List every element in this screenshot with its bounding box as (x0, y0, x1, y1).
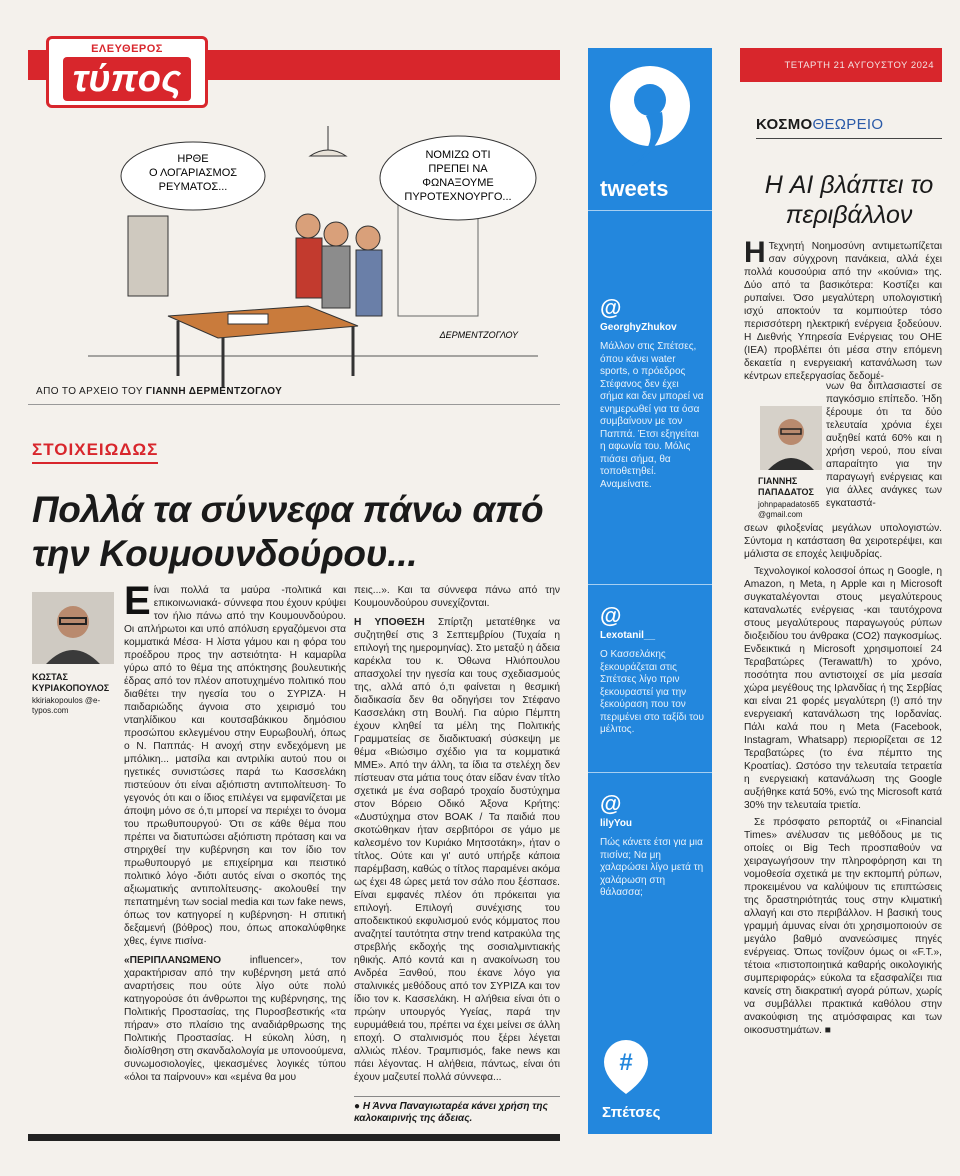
masthead-big: τύπος (63, 57, 192, 101)
columnist-name: ΓΙΑΝΝΗΣ ΠΑΠΑΔΑΤΟΣ (758, 476, 814, 497)
tweets-rule-2 (588, 584, 712, 585)
bubble-right-line1: ΝΟΜΙΖΩ ΟΤΙ (425, 149, 491, 161)
right-headline: Η AI βλάπτει το περιβάλλον (764, 171, 934, 229)
columnist-photo (760, 406, 822, 470)
section-label (756, 116, 883, 133)
right-dropcap: Η (744, 236, 766, 269)
masthead-small: ΕΛΕΥΘΕΡΟΣ (91, 43, 163, 55)
cartoon-bill (228, 314, 268, 324)
bubble-right-line3: ΦΩΝΑΞΟΥΜΕ (422, 177, 494, 189)
tweet-2-at-icon: @ (600, 603, 622, 628)
cartoon-person-3 (356, 226, 380, 250)
bubble-left-line3: ΡΕΥΜΑΤΟΣ... (158, 181, 228, 193)
tweets-rule (588, 210, 712, 211)
right-p4: Σε πρόσφατο ρεπορτάζ οι «Financial Times» ανέλυσαν τις μεθόδους με τις οποίες οι Big Tech προσπαθούν να χειραγωγήσουν την πληροφόρηση και τη νομοθεσία σχετικά με την εκπομπή ρύπων, προκειμένου να καλύψουν τις επιπτώσεις της δραστηριότητάς τους στην κλιματική αλλαγή και στο περιβάλλον. Η βασική τους γραμμή άμυνας είναι ότι χρησιμοποιούν σε μεγάλο βαθμό ανανεώσιμες πηγές ενέργειας. Όπως τονίζουν όμως οι «F.T.», τέτοια «πιστοποιητικά καθαρής οικολογικής συμπεριφοράς» εύκολα τα εξασφαλίζει πια κανείς στη διακρατική αγορά ρύπων, χωρίς να συμβάλλει πρακτικά καθόλου στην ανακούφιση της ατμόσφαιρας και των οικοσυστημάτων. ■ (744, 817, 942, 1036)
bubble-right-line2: ΠΡΕΠΕΙ ΝΑ (428, 163, 488, 175)
article-p1-text: ίναι πολλά τα μαύρα -πολιτικά και επικοινωνιακά- σύννεφα που έχουν κρύψει τον ήλιο πάνω από την Κουμουνδούρου. Οι απλήρωτοι και υπό απόλυση εργαζόμενοι στα κομματικά Μέσα· Η λίστα γάμου και η φόρα του προέδρου προς την αστειότητα· Η καμαρίλα γύρω από το θέμα της απόκτησης βουλευτικής έδρας από τον πλέον αποτυχημένο πολιτικό που διαθέτει την ηγεσία του ο ΣΥΡΙΖΑ· Η παιδαριώδης άγνοια στο χειρισμό του νταηλίδικου και κουτσαβάκικου δημόσιου προσώπου εκλεγμένου στην Ευρωβουλή, όπως ο Ν. Παππάς· Η ανοχή στην ενδεχόμενη με μπόλικη... ματσίλα και αντριλίκι αυτού που οι ηγετικές συνιστώσες παρά τω Κασσελάκη πιστεύουν ότι είναι αξιόπιστη αντιπολίτευση· Το γεγονός ότι και ο ίδιος επιλέγει να εμφανίζεται με άποψη μόνο σε ό,τι μπορεί να περιέχει το όνομα του πρωθυπουργού· Ότι σε κάθε θέμα που πρέπει να διατυπώσει αξιόπιστη πρόταση και να στηριχθεί την κυβέρνηση και τον ίδιο τον πρωθυπουργό με επιχείρημα και πειστικό πολιτικό λόγο -διότι αυτός είναι ο σκοπός της αξιωματικής αντιπολίτευσης- ακολουθεί την πεπατημένη των social media και των fake news, όπως τον κατηγορεί η κυβέρνηση· Η σπιτική δεξαμενή (βόθρος) που, όπως αποκαλύφθηκε χθες, έγινε πισίνα· (124, 585, 346, 947)
article-paragraph-1 (124, 579, 346, 948)
cartoon-lamp (310, 150, 346, 156)
article-p2-text: influencer», τον χαρακτήρισαν από την κυβέρνηση μετά από αναρτήσεις που ούτε λίγο ούτε πολύ κατηγορούσε ότι άνθρωποι της κυβέρνησης, της Πολιτικής Προστασίας, της Πυροσβεστικής «τα πήραν» στο πλαίσιο της αναδιάρθρωσης της Πολιτικής Προστασίας. Η εύκολη λύση, η διολίσθηση στη σκανδαλολογία με υπονοούμενα, συνωμοσιολογίες, ψεκασμένες λογικές τύπου «όλοι τα παίρνουν» και «εμένα θα μου (124, 955, 346, 1083)
cartoon-illustration (78, 126, 548, 416)
tweets-title: tweets (600, 176, 669, 201)
credit-prefix: ΑΠΟ ΤΟ ΑΡΧΕΙΟ ΤΟΥ (36, 386, 143, 397)
author-photo (32, 592, 114, 664)
hashtag-symbol: # (619, 1049, 633, 1076)
main-article-column (28, 36, 560, 1146)
right-column (740, 48, 942, 1134)
section-label-a: ΚΟΣΜΟ (756, 116, 813, 133)
tweet-1 (600, 296, 704, 491)
tweets-rule-3 (588, 772, 712, 773)
cartoon-signature: ΔΕΡΜΕΝΤΖΟΓΛΟΥ (439, 330, 518, 340)
article-paragraph-3: πεις...». Και τα σύννεφα πάνω από την Κουμουνδούρου συνεχίζονται. (354, 585, 560, 609)
bubble-right-line4: ΠΥΡΟΤΕΧΝΟΥΡΓΟ... (404, 191, 512, 203)
tweet-2-handle: Lexotanil__ (600, 630, 656, 641)
right-body-1 (744, 236, 942, 383)
cartoon-credit (36, 386, 282, 397)
date-bar (740, 48, 942, 82)
tweet-2 (600, 604, 704, 737)
article-paragraph-2 (124, 954, 346, 1084)
article-paragraph-4 (354, 616, 560, 1084)
article-body-column-2 (354, 584, 560, 1083)
columnist-email: johnpapadatos65 @gmail.com (758, 500, 820, 519)
tweets-footer: Σπέτσες (602, 1104, 661, 1121)
tweet-3-at-icon: @ (600, 791, 622, 816)
cartoon-divider (28, 404, 560, 405)
tweet-3 (600, 792, 704, 900)
tweet-2-text: Ο Κασσελάκης ξεκουράζεται στις Σπέτσες λίγο πριν ξεκουραστεί για την ξεκούραση που τον περιμένει στο ταξίδι του μέλιτος. (600, 649, 704, 735)
tweet-1-handle: GeorghyZhukov (600, 322, 677, 333)
author-email: kkiriakopoulos @e-typos.com (32, 696, 101, 715)
cartoon-tv (128, 216, 168, 296)
article-p2-lead: «ΠΕΡΙΠΛΑΝΩΜΕΝΟ (124, 955, 222, 966)
bubble-left-line2: Ο ΛΟΓΑΡΙΑΣΜΟΣ (148, 167, 238, 179)
masthead-logo (46, 36, 208, 108)
cartoon-person-2 (324, 222, 348, 246)
article-headline: Πολλά τα σύννεφα πάνω από την Κουμουνδούρου... (32, 489, 544, 574)
tweet-1-at-icon: @ (600, 295, 622, 320)
bubble-left-line1: ΗΡΘΕ (177, 153, 209, 165)
issue-date: ΤΕΤΑΡΤΗ 21 ΑΥΓΟΥΣΤΟΥ 2024 (784, 59, 934, 71)
right-body-2 (744, 522, 942, 1041)
tweet-3-handle: lilyYou (600, 818, 633, 829)
cartoon-person-1 (296, 214, 320, 238)
section-label-b: ΘΕΩΡΕΙΟ (812, 116, 884, 133)
tweet-3-text: Πώς κάνετε έτσι για μια πισίνα; Να μη χαλαρώσει λίγο μετά τη χαλάρωση στη θάλασσα; (600, 837, 704, 898)
article-dropcap: Ε (124, 579, 151, 623)
right-p3: Τεχνολογικοί κολοσσοί όπως η Google, η Amazon, η Meta, η Apple και η Microsoft συγκαταλέγονται στους μεγαλύτερους καταναλωτές ενέργειας -και ταυτόχρονα στους μεγαλύτερους παραγωγούς ρύπων διοξειδίου του άνθρακα (CO2) παγκοσμίως. Ενδεικτικά η Microsoft χρησιμοποιεί 24 Τεραβατώρες (Terawatt/h) το χρόνο, ποσότητα που αντιστοιχεί σε μία μεσαία χώρα μεγέθους της Ιρλανδίας ή της Σερβίας και είναι 21 φορές μεγαλύτερη (!) από την ενεργειακή κατανάλωση της Ιορδανίας. Πάλι καλά που η Meta (Facebook, Instagram, Whatsapp) περιορίζεται σε 12 Τεραβατώρες (το ένα πέμπτο της Κροατίας). Ωστόσο την τελευταία τετραετία η ενεργειακή κατανάλωση της Google αυξήθηκε κατά 50%, ενώ της Microsoft κατά 30% την τελευταία τριετία. (744, 566, 942, 811)
hashtag-pin-icon (602, 1038, 650, 1096)
right-body-1b: νων θα διπλασιαστεί σε παγκόσμιο επίπεδο. Ήδη ξέρουμε ότι τα δύο τελευταία χρόνια έχει αυξηθεί κατά 60% και η χρήση νερού, που είναι απαραίτητο για την παραγωγή ενέργειας και για άλλες ανάγκες των εγκαταστά- (826, 381, 942, 509)
article-p4-text: Σπίρτζη μετατέθηκε να συζητηθεί στις 3 Σεπτεμβρίου (Τυχαία η επιλογή της ημερομηνίας). Στο μεταξύ η άδεια καρέκλα του κ. Όθωνα Ηλιόπουλου απασχολεί την ηγεσία και τους σχεδιασμούς της, αλλά από ό,τι φαίνεται η θεσμική διαδικασία δεν θα οδηγήσει τον Στέφανο Κασσελάκη στη Βουλή. Για αύριο Πέμπτη έχουν κληθεί τα μέλη της Πολιτικής Γραμματείας σε διαδικτυακή σύσκεψη με θέμα «Βιώσιμο σχέδιο για τα κομματικά ΜΜΕ». Από την άλλη, τα ίδια τα στελέχη δεν πίστευαν στα μάτια τους όταν είδαν έναν τίτλο σχετικά με ένα σοβαρό τροχαίο δυστύχημα στον Βόρειο Οδικό Άξονα Κρήτης: «Δυστύχημα στον ΒΟΑΚ / Τα παιδιά που σκοτώθηκαν ήταν σερβιτόροι σε γάμο με καλεσμένο τον Κυριάκο Μητσοτάκη», ήταν ο τίτλος. Ούτε και γι' αυτό υπήρξε κάποια παρέμβαση, καθώς ο τίτλος παραμένει ακόμα ως έχει 48 ώρες μετά τον σάλο που ξέσπασε. Είναι εμφανές πλέον ότι πρόκειται για επιλογή. Επιλογή συνέχισης του αποδεικτικού εκφυλισμού ενός κόμματος που αναζητεί ταυτότητα στην trend κατρακύλα της στρεβλής εκδοχής της σοσιαλμιντιακής ηθικής. Από κοντά και η ανακοίνωση του Ανδρέα Ξανθού, που έκανε λόγο για σταλινικές μεθόδους από τον ΣΥΡΙΖΑ και τον ίδιο τον κ. Κασσελάκη. Η αλήθεια είναι ότι ο πρώην υπουργός Υγείας, παρά την ευρυμάθειά του, πρέπει να έχει μείνει σε άλλη εποχή. Ο σταλινισμός που ξέρει λέγεται αλλιώς πλέον. Τραμπισμός, fake news και πάει λέγοντας. Η αλήθεια, πάντως, είναι ότι έχουν μαζευτεί πολλά σύννεφα... (354, 617, 560, 1083)
tweets-column (588, 48, 712, 1134)
credit-name: ΓΙΑΝΝΗ ΔΕΡΜΕΝΤΖΟΓΛΟΥ (145, 386, 283, 397)
tweet-1-text: Μάλλον στις Σπέτσες, όπου κάνει water sports, ο πρόεδρος Στέφανος δεν έχει σήμα και δεν μπορεί να ενημερωθεί για τα όσα συμβαίνουν με τον Παππά. Έτσι εξηγείται η αφωνία του. Μόλις πιάσει σήμα, θα τοποθετηθεί. Αναμείνατε. (600, 341, 704, 490)
tweets-logo-icon (602, 64, 698, 174)
right-p1: Τεχνητή Νοημοσύνη αντιμετωπίζεται σαν σύγχρονη πανάκεια, αλλά έχει πολλά κουσούρια από την «κούνια» της. Δύο από τα βασικότερα: Κοστίζει και ρυπαίνει. Όσο μεγαλύτερη υπολογιστική ισχύ αποκτούν τα κομπιούτερ τόσο περισσότερη ηλεκτρική ενέργεια ξοδεύουν. Η Διεθνής Υπηρεσία Ενέργειας του ΟΗΕ (IEA) προβλέπει ότι μέσα στην επόμενη δεκαετία η ενεργειακή κατανάλωση των κέντρων επεξεργασίας δεδομέ- (744, 241, 942, 382)
bottom-bar (28, 1134, 560, 1141)
section-rule (756, 138, 942, 139)
article-body-column-1 (124, 579, 346, 1132)
article-kicker: ΣΤΟΙΧΕΙΩΔΩΣ (32, 440, 158, 464)
article-p4-lead: Η ΥΠΟΘΕΣΗ (354, 617, 425, 628)
article-caption: ● Η Άννα Παναγιωταρέα κάνει χρήση της καλοκαιρινής της άδειας. (354, 1096, 560, 1125)
author-name: ΚΩΣΤΑΣ ΚΥΡΙΑΚΟΠΟΥΛΟΣ (32, 672, 110, 693)
right-p2: σεων φιλοξενίας μεγάλων υπολογιστών. Σύντομα η κατάσταση θα χειροτερέψει, και μάλιστα σε εποχές λειψυδρίας. (744, 523, 942, 560)
